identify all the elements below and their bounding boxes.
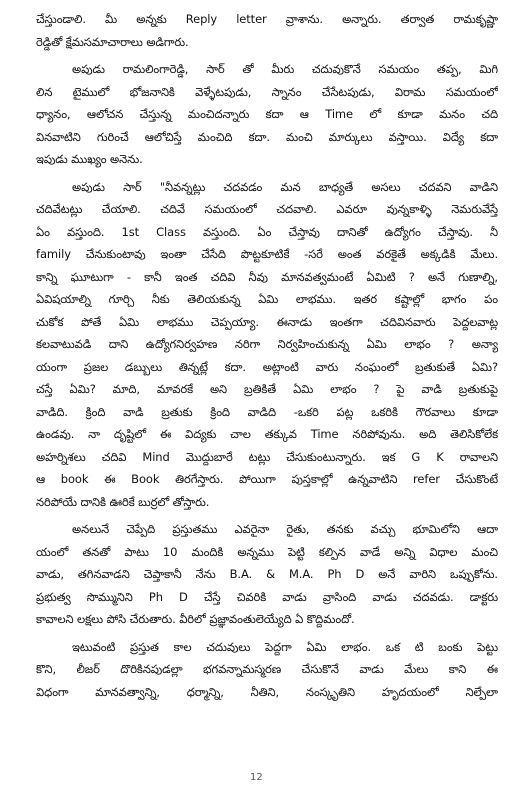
paragraph <box>36 176 498 514</box>
text-line: లిన టైములో భోజనానికి వెళ్ళేటపుడు, స్నానం చేసేటపుడు, విరామ సమయంలో <box>36 84 498 99</box>
text-line: అపుడు సార్ "నీవన్నట్లు చదవడం మన బాధ్యతే అసలు చదవని వాడిని <box>72 179 498 194</box>
text-line: చదివేటట్లు చేయాలి. చదివే సమయంలో చదవాలి. ఎవరూ వున్నకాళ్ళి నెమరువేస్తే <box>36 202 498 216</box>
paragraph <box>36 518 498 631</box>
page-number: 12 <box>250 772 263 783</box>
text-line: కొని, లీజర్ దొరికినపుడల్లా భగవన్నామస్మరణ చేసుకొనే వాడు మేలు కాని ఈ <box>36 662 498 676</box>
text-line: ధ్యానం, ఆలోచన చేస్తున్న మంచిదన్నారు కదా ఆ Time లో కూడా మనం చది <box>36 107 498 121</box>
text-line: విధంగా మానవత్వాన్ని, ధర్మాన్ని, నీతిని, నంస్కృతిని హృదయంలో నిల్పేలా <box>36 684 498 699</box>
text-line: యంగా ప్రజల డబ్బులు తిన్నట్లే కదా. అట్లాంటి వారు నంఘంలో బ్రతుకుతే ఏమి? <box>36 359 498 374</box>
text-line: చుకోక పోతే ఏమి లాభము చెప్పయ్యా. ఈనాడు ఇంతగా చదివినవారు పెద్దలవాట్ల <box>36 314 498 329</box>
text-line: ఏవిషయాల్ని గూర్చి నీకు తెలియకున్న ఏమి లాభము. ఇతర కష్టాల్లో భాగం పం <box>36 292 498 306</box>
text-line: family చేనుకుంటావు ఇంతా చేసేది పొట్టకూటికే -సరే అంత వరకైతే అక్కడికి మేలు. <box>36 247 498 261</box>
paragraph <box>36 636 498 704</box>
text-line: యంలో తనతో పాటు 10 మందికి అన్నము పెట్టి కల్పిన వాడే అన్ని విధాల మంచి <box>36 544 498 559</box>
text-line: అహర్నిశలు చదివి Mind మొద్దుబారే టట్లు చేసుకుంటున్నారు. ఇక G K రావాలని <box>36 449 498 464</box>
text-line: వాడు, తగినవాడని చెప్తాకానీ నేను B.A. & M.A. Ph D అనే వారిని ఒప్పుకోను. <box>36 567 498 581</box>
text-line: ఏం వస్తుంది. 1st Class వస్తుంది. ఏం చేస్తావు దానితో ఉద్యోగం చేస్తావు. నీ <box>36 224 498 239</box>
text-line: రెడ్డితో క్షేమసమాచారాలు అడిగారు. <box>36 34 189 49</box>
text-line: కావాలని లక్షలు పోసి చేరుతారు. వీరిలో ప్రజ్ఞావంతులెయ్యేది ఏ కొద్దిమందో. <box>36 612 355 626</box>
text-line: ఇపుడు ముఖ్యం అనెను. <box>36 152 143 166</box>
text-line: ఉండవు. నా దృష్టిలో ఈ విద్యకు చాల తక్కువ Time నరిపోవును. అది తెలిసికోలేక <box>36 427 498 441</box>
text-line: వాడిది. క్రింది వాడి బ్రతుకు క్రింది వాడిది -ఒకరి పట్ల ఒకరికి గౌరవాలు కూడా <box>36 404 498 419</box>
text-line: ఆ book ఈ Book తిరగేస్తారు. పోయిగా పుస్తకాల్లో ఉన్నవాటిని refer చేసుకొంటే <box>36 472 498 486</box>
text-line: ప్రభుత్వ సొమ్మునిని Ph D చేస్తే చివరికి వాడు వ్రాసింది వాడు చదవడు. డాక్టరు <box>36 589 498 604</box>
text-line: నరిపోయే దానికి ఊరికే బుర్రలో తోస్తారు. <box>36 494 210 509</box>
text-line: చస్తే ఏమి? మాది, మావరకే అని బ్రతికితే ఏమి లాభం ? పై వాడి బ్రతుకుపై <box>36 382 498 396</box>
text-line: వినవాటిని గురించే ఆలోచిస్తే మంచిది కదా. మంచి మార్కులు వస్తాయి. విద్యే కదా <box>36 129 498 144</box>
text-line: అనలునే చెప్పేది ప్రస్తుతము ఎవరైనా రైతు, తనకు వచ్చు భూమిలోని ఆదా <box>72 522 498 536</box>
text-line: కలవాటువడి దాని ఉద్యోగనిర్వహణ నరిగా నిర్వహించుకున్న ఏమి లాభం ? అన్యా <box>36 337 498 351</box>
text-line: అపుడు రామలింగారెడ్డి, సార్ తో మీరు చదువుకొనే సమయం తప్ప, మిగి <box>72 62 498 76</box>
text-line: కాన్ని ఘూటుగా - కానీ ఇంత చదివి నీవు మానవత్వమంటే ఏమిటి ? అనే గుణాల్ని, <box>36 269 498 284</box>
paragraph <box>36 58 498 171</box>
paragraph <box>36 8 498 53</box>
text-line: ఇటువంటి ప్రస్తుత కాల చదువులు పెద్దగా ఏమి లాభం. ఒక టి బంకు పెట్టు <box>72 639 498 654</box>
text-line: చేస్తుండాలి. మీ అన్నకు Reply letter వ్రాశాను. అన్నారు. తర్వాత రామకృష్ణా <box>36 12 498 26</box>
